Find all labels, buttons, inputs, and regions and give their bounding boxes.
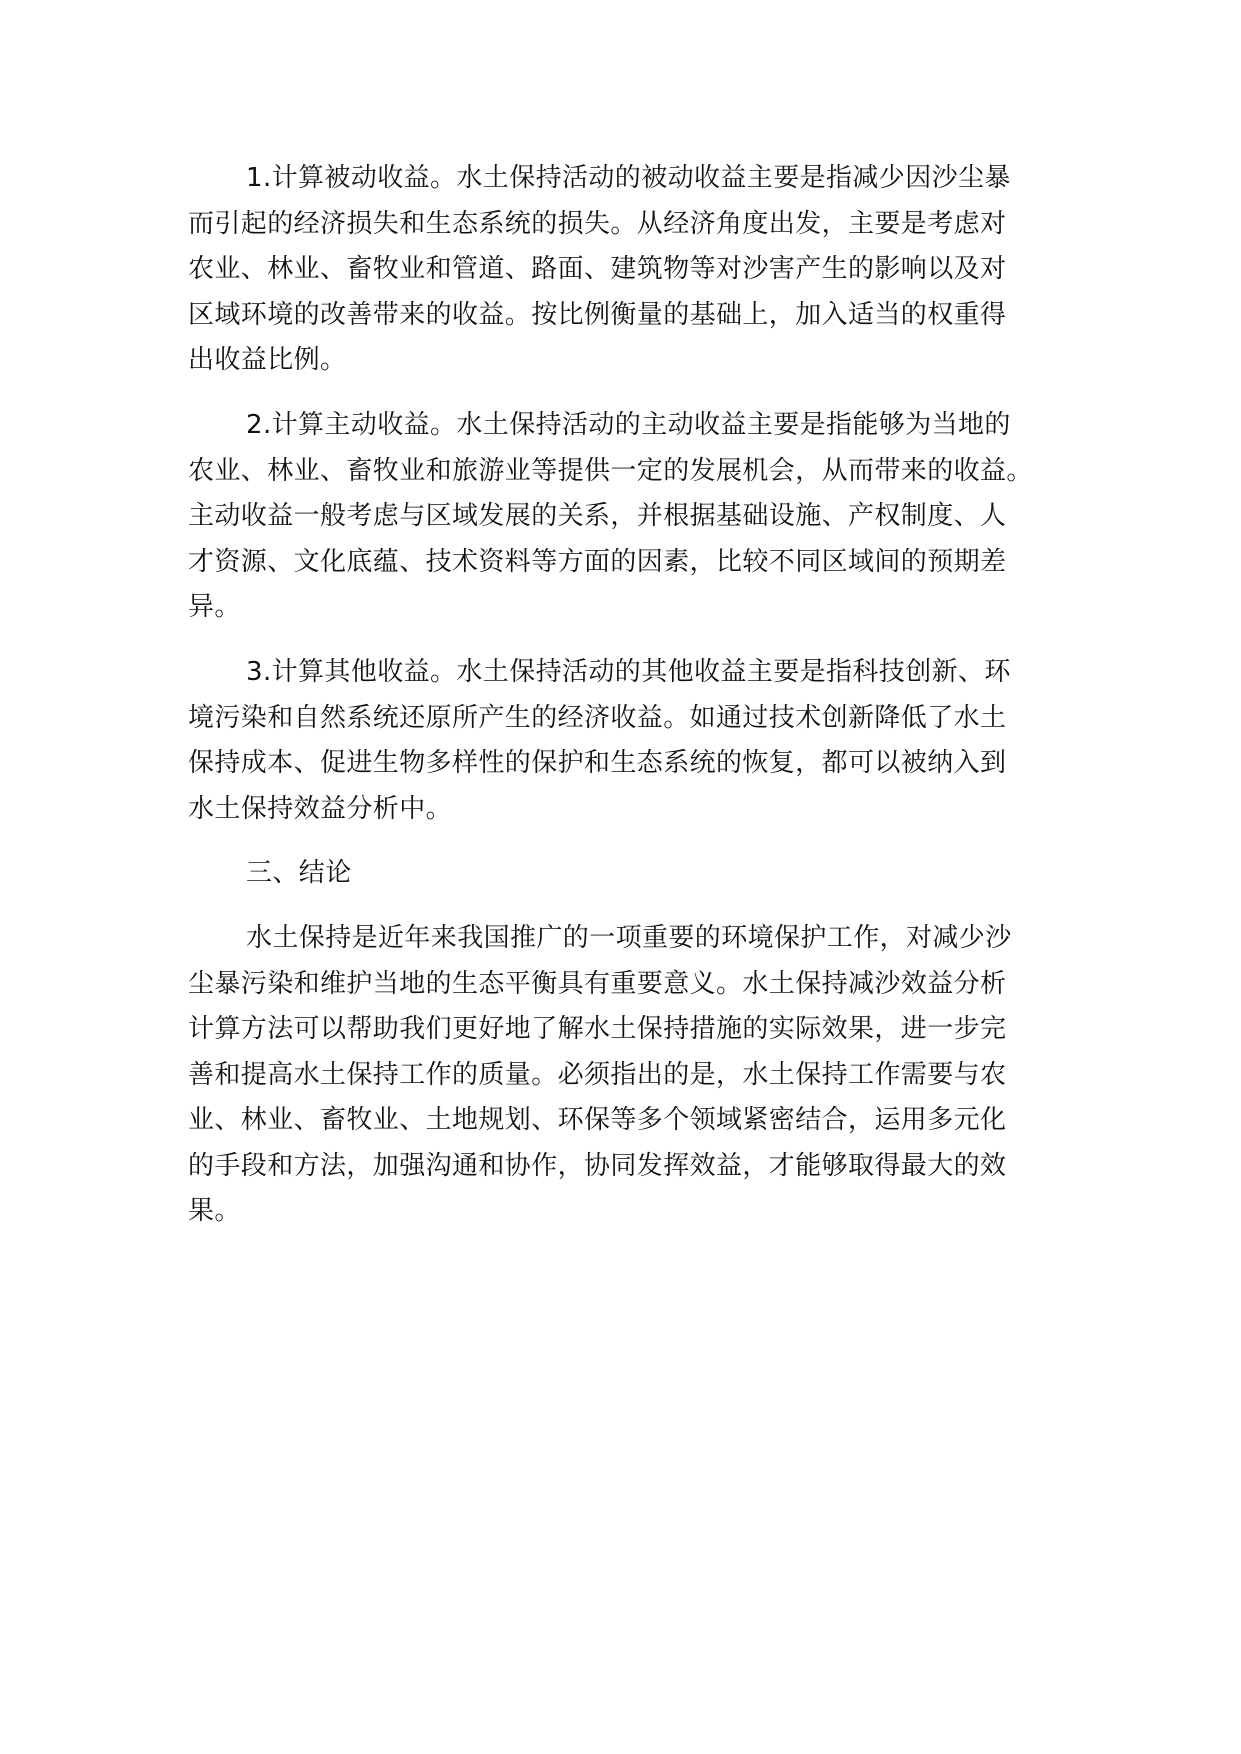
paragraph-line: 2.计算主动收益。水土保持活动的主动收益主要是指能够为当地的: [246, 409, 1011, 440]
paragraph-line: 区域环境的改善带来的收益。按比例衡量的基础上，加入适当的权重得: [188, 299, 1007, 330]
paragraph-conclusion: [188, 916, 1068, 1235]
paragraph-line: 果。: [188, 1196, 241, 1227]
paragraph-line: 水土保持是近年来我国推广的一项重要的环境保护工作，对减少沙: [246, 922, 1012, 953]
paragraph-line: 的手段和方法，加强沟通和协作，协同发挥效益，才能够取得最大的效: [188, 1150, 1007, 1181]
paragraph-line: 农业、林业、畜牧业和旅游业等提供一定的发展机会，从而带来的收益。: [188, 455, 1033, 486]
paragraph-line: 保持成本、促进生物多样性的保护和生态系统的恢复，都可以被纳入到: [188, 748, 1007, 779]
paragraph-gap: [188, 897, 1068, 916]
paragraph-line: 农业、林业、畜牧业和管道、路面、建筑物等对沙害产生的影响以及对: [188, 254, 1007, 285]
paragraph-line: 才资源、文化底蕴、技术资料等方面的因素，比较不同区域间的预期差: [188, 546, 1007, 577]
paragraph-line: 尘暴污染和维护当地的生态平衡具有重要意义。水土保持减沙效益分析: [188, 968, 1007, 999]
paragraph-line: 计算方法可以帮助我们更好地了解水土保持措施的实际效果，进一步完: [188, 1014, 1007, 1045]
paragraph-gap: [188, 832, 1068, 851]
paragraph-gap: [188, 631, 1068, 650]
paragraph-line: 水土保持效益分析中。: [188, 793, 453, 824]
paragraph-line: 业、林业、畜牧业、土地规划、环保等多个领域紧密结合，运用多元化: [188, 1105, 1007, 1136]
paragraph-line: 1.计算被动收益。水土保持活动的被动收益主要是指减少因沙尘暴: [246, 163, 1011, 193]
section-heading-conclusion: [188, 851, 1068, 897]
paragraph-passive-benefit: [188, 156, 1068, 384]
document-body: [188, 156, 1068, 1235]
paragraph-line: 出收益比例。: [188, 345, 347, 376]
paragraph-gap: [188, 384, 1068, 403]
paragraph-line: 善和提高水土保持工作的质量。必须指出的是，水土保持工作需要与农: [188, 1059, 1007, 1090]
paragraph-line: 3.计算其他收益。水土保持活动的其他收益主要是指科技创新、环: [246, 656, 1011, 687]
paragraph-line: 境污染和自然系统还原所产生的经济收益。如通过技术创新降低了水土: [188, 702, 1007, 733]
paragraph-line: 异。: [188, 592, 241, 623]
paragraph-line: 主动收益一般考虑与区域发展的关系，并根据基础设施、产权制度、人: [188, 501, 1007, 532]
section-heading: 三、结论: [246, 858, 352, 889]
paragraph-active-benefit: [188, 403, 1068, 631]
paragraph-other-benefit: [188, 650, 1068, 832]
paragraph-line: 而引起的经济损失和生态系统的损失。从经济角度出发，主要是考虑对: [188, 208, 1007, 239]
